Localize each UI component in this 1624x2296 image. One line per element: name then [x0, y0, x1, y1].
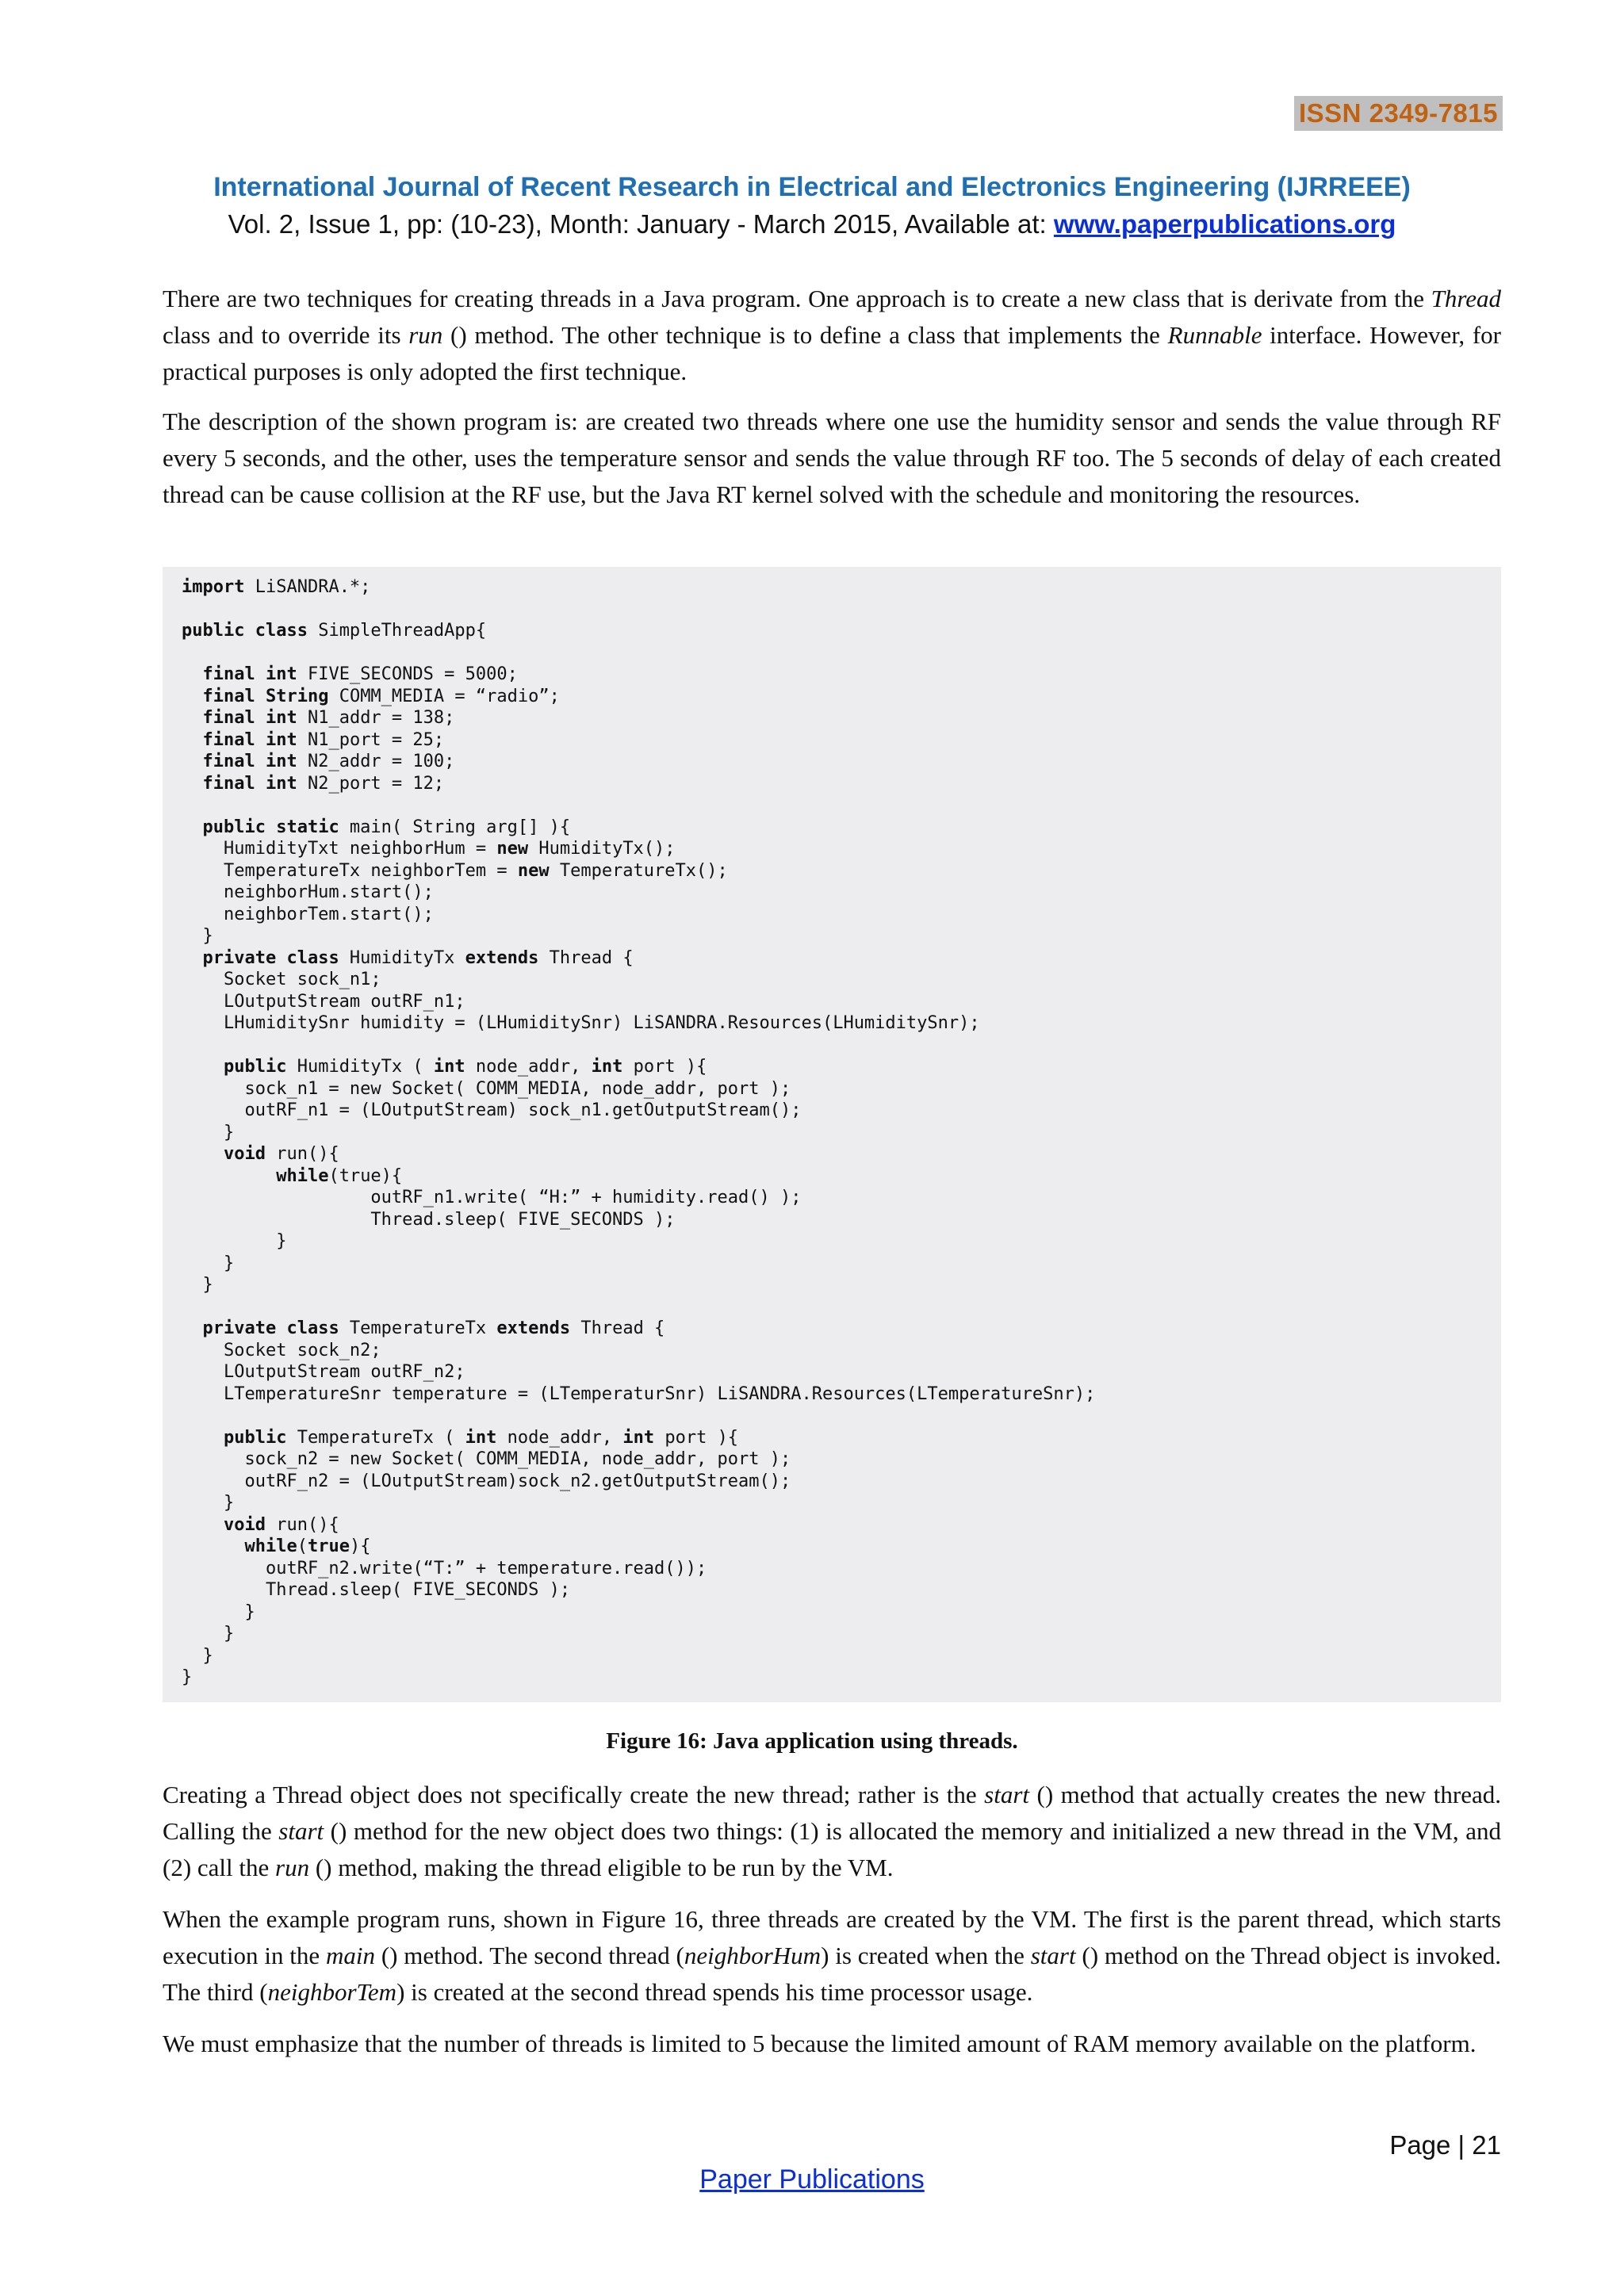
code-keyword: int	[591, 1057, 623, 1077]
italic-term: run	[408, 321, 443, 349]
italic-term: Runnable	[1167, 321, 1262, 349]
code-line	[182, 794, 1095, 817]
code-text: TemperatureTx neighborTem =	[182, 860, 518, 881]
journal-website-link[interactable]: www.paperpublications.org	[1053, 209, 1396, 239]
code-text: outRF_n1 = (LOutputStream) sock_n1.getOutputStream();	[182, 1100, 802, 1120]
code-line	[182, 1601, 1095, 1624]
paragraph-text: interface. However, for practical purposes is only adopted the first technique.	[163, 321, 1501, 385]
journal-title: International Journal of Recent Research in Electrical and Electronics Engineering (IJRREEE)	[213, 172, 1411, 202]
page-number: Page | 21	[1389, 2130, 1501, 2160]
code-text: ){	[349, 1536, 371, 1556]
code-text: Socket sock_n1;	[182, 970, 381, 989]
code-text: port ){	[622, 1057, 707, 1077]
code-keyword: final int	[202, 664, 297, 684]
code-keyword: void	[223, 1514, 266, 1535]
code-text: Thread.sleep( FIVE_SECONDS );	[182, 1209, 676, 1230]
code-keyword: final int	[202, 708, 297, 728]
italic-term: start	[984, 1781, 1030, 1808]
paragraph-text: We must emphasize that the number of threads is limited to 5 because the limited amount of RAM memory available on the platform.	[163, 2030, 1477, 2057]
code-text: N2_port = 12;	[297, 773, 445, 794]
code-text: TemperatureTx();	[549, 860, 728, 881]
code-line	[182, 1405, 1095, 1427]
code-text: LOutputStream outRF_n1;	[182, 991, 465, 1012]
code-line	[182, 1187, 1095, 1209]
code-line	[182, 1296, 1095, 1318]
paragraph-text: () method for the new object does two things: (1) is allocated the memory and initialized a new thread in the VM, and (2) call the	[163, 1817, 1501, 1881]
code-text: COMM_MEDIA = “radio”;	[328, 686, 560, 706]
code-text	[182, 664, 203, 684]
code-line	[182, 1448, 1095, 1471]
code-line	[182, 838, 1095, 860]
code-text	[182, 752, 203, 771]
code-text	[182, 1318, 203, 1338]
code-line	[182, 925, 1095, 947]
code-line	[182, 1035, 1095, 1057]
code-line	[182, 1056, 1095, 1078]
code-text: outRF_n2.write(“T:” + temperature.read());	[182, 1558, 707, 1578]
code-text: Thread {	[570, 1318, 665, 1338]
code-line	[182, 686, 1095, 708]
code-line	[182, 1623, 1095, 1645]
code-keyword: public	[223, 1057, 287, 1077]
code-keyword: int	[622, 1427, 655, 1448]
code-keyword: int	[433, 1057, 465, 1077]
code-text: }	[182, 1624, 235, 1644]
footer	[0, 2164, 1624, 2195]
code-line	[182, 1383, 1095, 1406]
code-line	[182, 1536, 1095, 1558]
figure-caption: Figure 16: Java application using threads.	[606, 1728, 1018, 1754]
paragraph-text: () method, making the thread eligible to be run by the VM.	[309, 1854, 894, 1881]
code-line	[182, 817, 1095, 839]
code-text: TemperatureTx	[339, 1318, 497, 1338]
code-block	[182, 576, 1095, 1689]
code-line	[182, 1100, 1095, 1122]
paragraph-text: Creating a Thread object does not specifically create the new thread; rather is the	[163, 1781, 985, 1808]
italic-term: neighborTem	[267, 1978, 397, 2006]
code-line	[182, 1514, 1095, 1536]
code-keyword: int	[465, 1427, 497, 1448]
code-line	[182, 904, 1095, 926]
code-text: N1_addr = 138;	[297, 708, 455, 728]
code-text: neighborTem.start();	[182, 904, 434, 924]
italic-term: start	[278, 1817, 324, 1845]
code-text: N2_addr = 100;	[297, 752, 455, 771]
code-text: }	[182, 1667, 193, 1687]
code-text: LHumiditySnr humidity = (LHumiditySnr) LiSANDRA.Resources(LHumiditySnr);	[182, 1013, 980, 1033]
code-line	[182, 1667, 1095, 1689]
code-text: LOutputStream outRF_n2;	[182, 1362, 465, 1382]
code-text: node_addr,	[496, 1427, 623, 1448]
code-line	[182, 860, 1095, 882]
code-keyword: public static	[202, 817, 339, 837]
code-line	[182, 1143, 1095, 1165]
code-text: LiSANDRA.*;	[244, 577, 371, 597]
code-line	[182, 1427, 1095, 1449]
code-text: neighborHum.start();	[182, 882, 434, 902]
code-text	[182, 687, 203, 706]
code-line	[182, 1645, 1095, 1667]
code-text	[182, 948, 203, 968]
code-keyword: public class	[182, 621, 308, 641]
code-text: outRF_n2 = (LOutputStream)sock_n2.getOutputStream();	[182, 1471, 791, 1491]
code-keyword: public	[223, 1427, 287, 1448]
code-line	[182, 1012, 1095, 1035]
code-text: Socket sock_n2;	[182, 1340, 381, 1360]
code-text: }	[182, 1231, 287, 1251]
code-text: HumidityTx();	[528, 839, 676, 859]
code-line	[182, 773, 1095, 795]
code-line	[182, 664, 1095, 686]
code-keyword: private class	[202, 1318, 339, 1338]
code-keyword: true	[307, 1536, 350, 1556]
code-line	[182, 620, 1095, 642]
code-text: port ){	[654, 1427, 739, 1448]
code-text	[182, 1536, 244, 1556]
code-text: node_addr,	[465, 1057, 592, 1077]
paragraph-text: class and to override its	[163, 321, 409, 349]
code-text: outRF_n1.write( “H:” + humidity.read() );	[182, 1188, 802, 1207]
paragraph-text: ) is created at the second thread spends his time processor usage.	[396, 1978, 1033, 2006]
code-line	[182, 1361, 1095, 1383]
code-text: (true){	[328, 1165, 403, 1186]
issn-label: ISSN 2349-7815	[1294, 96, 1503, 131]
code-text	[182, 1144, 224, 1164]
code-text: Thread.sleep( FIVE_SECONDS );	[182, 1580, 571, 1600]
code-line	[182, 599, 1095, 621]
code-line	[182, 576, 1095, 599]
code-line	[182, 1471, 1095, 1493]
code-text	[182, 730, 203, 750]
paragraph-text: () method on the Thread object is invoked. The third (	[163, 1942, 1501, 2006]
paragraph-text: () method. The other technique is to define a class that implements the	[442, 321, 1168, 349]
paragraph-text: There are two techniques for creating threads in a Java program. One approach is to create a new class that is derivate from the	[163, 285, 1431, 312]
code-text	[182, 1515, 224, 1535]
code-keyword: final int	[202, 752, 297, 771]
code-line	[182, 1558, 1095, 1580]
code-keyword: final int	[202, 773, 297, 794]
code-text	[182, 1057, 224, 1077]
code-text: (	[297, 1536, 308, 1556]
code-text: }	[182, 1253, 235, 1273]
code-keyword: extends	[496, 1318, 571, 1338]
code-keyword: final int	[202, 729, 297, 750]
code-line	[182, 1579, 1095, 1601]
code-line	[182, 707, 1095, 729]
publisher-link[interactable]: Paper Publications	[699, 2164, 925, 2195]
code-line	[182, 642, 1095, 664]
paragraph-text: () method. The second thread (	[374, 1942, 684, 1969]
code-text: }	[182, 1601, 255, 1622]
italic-term: run	[275, 1854, 310, 1881]
code-line	[182, 1165, 1095, 1188]
body-paragraph	[163, 1901, 1501, 2011]
code-line	[182, 1492, 1095, 1514]
code-text	[182, 1428, 224, 1448]
body-paragraph	[163, 281, 1501, 390]
code-line	[182, 1340, 1095, 1362]
paragraph-text: The description of the shown program is: are created two threads where one use the humidity sensor and sends the value through RF every 5 seconds, and the other, uses the temperature sensor and sends the value through RF too. The 5 seconds of delay of each created thread can be cause collision at the RF use, but the Java RT kernel solved with the schedule and monitoring the resources.	[163, 408, 1501, 508]
code-text: run(){	[265, 1144, 339, 1164]
code-text: N1_port = 25;	[297, 729, 445, 750]
code-text	[182, 774, 203, 794]
code-text: SimpleThreadApp{	[307, 621, 487, 641]
code-listing	[163, 567, 1501, 1702]
volume-info-text: Vol. 2, Issue 1, pp: (10-23), Month: January - March 2015, Available at:	[228, 209, 1054, 239]
code-line	[182, 947, 1095, 970]
italic-term: neighborHum	[684, 1942, 822, 1969]
code-line	[182, 1209, 1095, 1231]
code-line	[182, 751, 1095, 773]
code-text: run(){	[265, 1514, 339, 1535]
code-text: HumidityTx (	[286, 1057, 434, 1077]
code-line	[182, 1078, 1095, 1100]
code-text: sock_n2 = new Socket( COMM_MEDIA, node_addr, port );	[182, 1449, 791, 1469]
code-keyword: void	[223, 1144, 266, 1164]
code-line	[182, 882, 1095, 904]
code-text	[182, 817, 203, 837]
code-keyword: new	[496, 839, 529, 859]
code-line	[182, 1318, 1095, 1340]
code-text: TemperatureTx (	[286, 1427, 465, 1448]
italic-term: start	[1030, 1942, 1076, 1969]
code-text: HumidityTx	[339, 947, 465, 968]
code-keyword: private class	[202, 947, 339, 968]
body-paragraph	[163, 1777, 1501, 1886]
code-keyword: extends	[465, 947, 539, 968]
code-keyword: new	[517, 860, 550, 881]
code-text: HumidityTxt neighborHum =	[182, 839, 497, 859]
code-text: }	[182, 1493, 235, 1513]
paragraph-text: () method that actually creates the new thread. Calling the	[163, 1781, 1501, 1845]
code-text: }	[182, 926, 213, 946]
code-text: sock_n1 = new Socket( COMM_MEDIA, node_addr, port );	[182, 1078, 791, 1099]
paragraph-text: When the example program runs, shown in Figure 16, three threads are created by the VM. The first is the parent thread, which starts execution in the	[163, 1905, 1501, 1969]
code-line	[182, 1274, 1095, 1296]
code-line	[182, 729, 1095, 752]
code-keyword: final String	[202, 686, 329, 706]
code-line	[182, 1230, 1095, 1253]
code-text: }	[182, 1122, 235, 1142]
italic-term: main	[325, 1942, 375, 1969]
code-text: FIVE_SECONDS = 5000;	[297, 664, 518, 684]
code-line	[182, 1122, 1095, 1144]
code-line	[182, 991, 1095, 1013]
paragraph-text: ) is created when the	[821, 1942, 1031, 1969]
code-text: Thread {	[538, 947, 634, 968]
body-paragraph	[163, 404, 1501, 513]
code-text: main( String arg[] ){	[339, 817, 571, 837]
italic-term: Thread	[1431, 285, 1501, 312]
code-text	[182, 708, 203, 728]
code-text	[182, 1166, 276, 1186]
code-keyword: while	[244, 1536, 297, 1556]
code-line	[182, 969, 1095, 991]
code-keyword: import	[182, 577, 245, 597]
code-text: LTemperatureSnr temperature = (LTemperaturSnr) LiSANDRA.Resources(LTemperatureSnr);	[182, 1383, 1096, 1404]
journal-volume-info	[0, 209, 1624, 239]
code-text: }	[182, 1275, 213, 1295]
body-paragraph	[163, 2026, 1501, 2062]
code-keyword: while	[276, 1165, 329, 1186]
code-line	[182, 1253, 1095, 1275]
code-text: }	[182, 1645, 213, 1666]
